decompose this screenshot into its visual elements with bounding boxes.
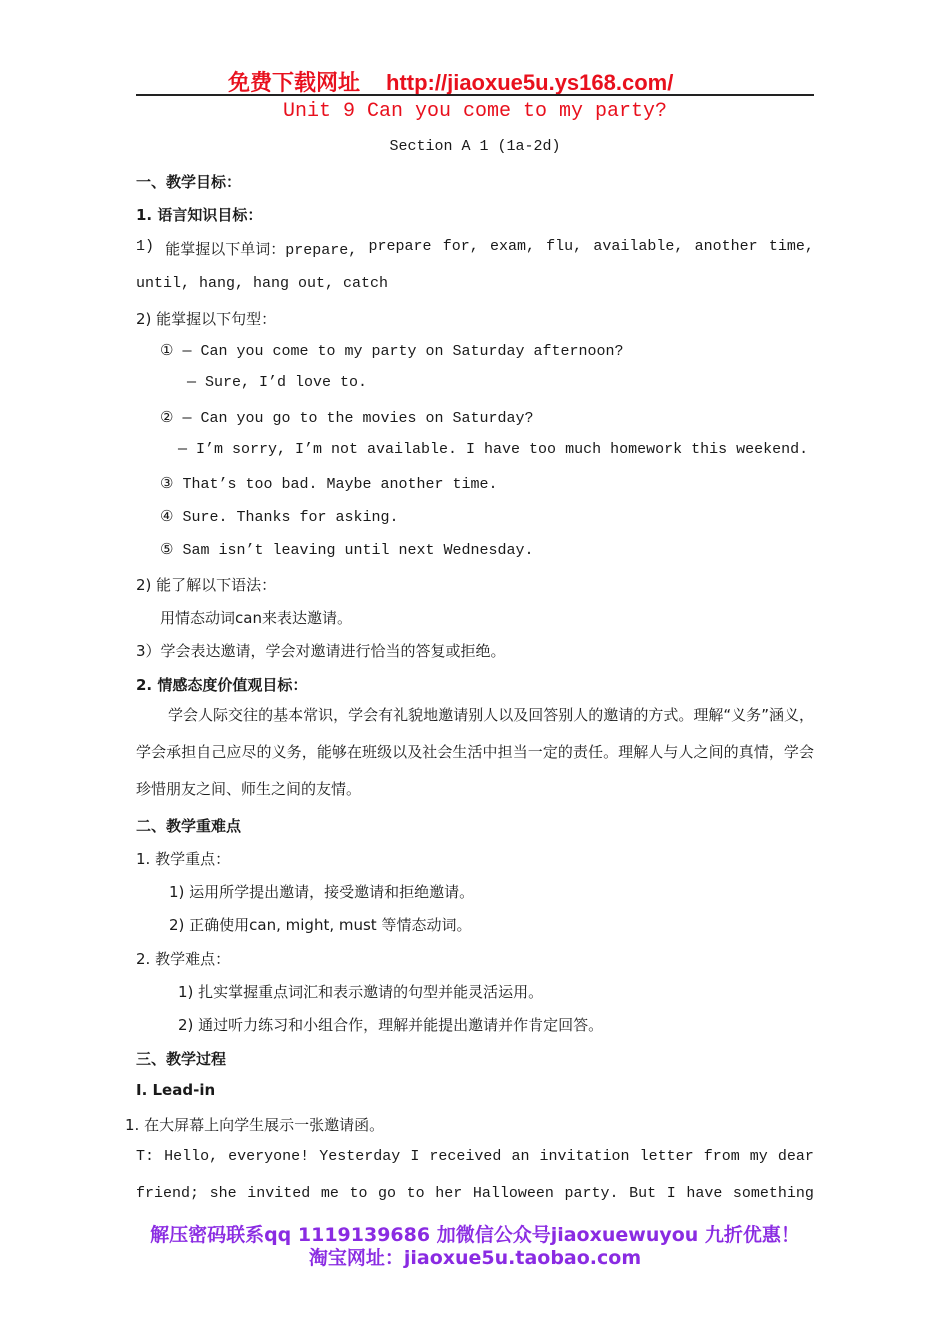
word: T: [136,1148,155,1165]
sentence-1a: ① — Can you come to my party on Saturday afternoon? [160,343,624,360]
section2-heading: 二、教学重难点 [136,817,242,835]
word: invited [247,1185,311,1202]
word: time, [768,238,814,255]
word: friend; [136,1185,200,1202]
word: have [686,1185,723,1202]
word: 1) [136,238,155,255]
grammar-intro: 2) 能了解以下语法： [136,576,277,594]
word: for, [442,238,479,255]
word: exam, [489,238,535,255]
goal-point-3: 3）学会表达邀请，学会对邀请进行恰当的答复或拒绝。 [136,642,506,660]
section-subtitle: Section A 1 (1a-2d) [389,138,561,155]
header-url[interactable]: http://jiaoxue5u.ys168.com/ [386,70,674,95]
word: available, [593,238,684,255]
word: letter [639,1148,694,1165]
section1-heading: 一、教学目标： [136,173,242,191]
header-rule [136,94,814,96]
values-paragraph: 学会人际交往的基本常识，学会有礼貌地邀请别人以及回答别人的邀请的方式。理解“义务”涵义，学会承担自己应尽的义务，能够在班级以及社会生活中担当一定的责任。理解人与人之间的真情，学会珍惜朋友之间、师生之间的友情。 [136,706,814,798]
sentence-1b: — Sure, I’d love to. [187,374,368,391]
focus-heading: 1. 教学重点： [136,850,231,868]
word: me [320,1185,339,1202]
word: invitation [539,1148,630,1165]
word: her [435,1185,463,1202]
word: my [749,1148,768,1165]
sentence-5: ⑤ Sam isn’t leaving until next Wednesday. [160,542,534,559]
word: something [732,1185,814,1202]
words-line-1 [136,238,814,259]
word: Hello, [164,1148,219,1165]
dialogue-line-2 [136,1185,814,1202]
lead-in-heading: Ⅰ. Lead-in [136,1081,216,1099]
word: everyone! [228,1148,310,1165]
word: go [378,1185,397,1202]
sentences-intro: 2) 能掌握以下句型： [136,310,277,328]
difficulty-heading: 2. 教学难点： [136,950,231,968]
word: from [703,1148,740,1165]
sentence-4: ④ Sure. Thanks for asking. [160,509,399,526]
page-title: Unit 9 Can you come to my party? [282,100,668,123]
word: another [694,238,758,255]
header-label: 免费下载网址 [228,71,361,96]
footer-contact: 解压密码联系qq 1119139686 加微信公众号jiaoxuewuyou 九折优惠！ [150,1224,800,1246]
sentence-2a: ② — Can you go to the movies on Saturday? [160,410,534,427]
section3-heading: 三、教学过程 [136,1050,227,1068]
focus-item-2: 2) 正确使用can, might, must 等情态动词。 [169,916,472,934]
word: an [511,1148,530,1165]
word: to [349,1185,368,1202]
word: flu, [546,238,583,255]
word: she [209,1185,237,1202]
grammar-text: 用情态动词can来表达邀请。 [160,609,352,627]
word: I [410,1148,420,1165]
difficulty-item-2: 2) 通过听力练习和小组合作，理解并能提出邀请并作肯定回答。 [178,1016,604,1034]
sentence-2b: — I’m sorry, I’m not available. I have too much homework this weekend. [178,441,809,458]
word: Halloween [472,1185,554,1202]
dialogue-line-1 [136,1148,814,1165]
difficulty-item-1: 1) 扎实掌握重点词汇和表示邀请的句型并能灵活运用。 [178,983,544,1001]
footer-shop-url[interactable]: 淘宝网址：jiaoxue5u.taobao.com [308,1247,642,1269]
word: 能掌握以下单词：prepare, [165,242,358,259]
word: But [629,1185,657,1202]
words-line-2: until, hang, hang out, catch [136,275,389,292]
word: party. [564,1185,619,1202]
word: Yesterday [319,1148,401,1165]
lead-in-step-1: 1. 在大屏幕上向学生展示一张邀请函。 [125,1116,385,1134]
header [228,66,673,97]
word: received [429,1148,502,1165]
word: dear [777,1148,814,1165]
focus-item-1: 1) 运用所学提出邀请，接受邀请和拒绝邀请。 [169,883,475,901]
word: I [666,1185,676,1202]
sentence-3: ③ That’s too bad. Maybe another time. [160,476,498,493]
values-goals-heading: 2. 情感态度价值观目标： [136,676,308,694]
word: to [406,1185,425,1202]
word: prepare [368,238,432,255]
language-goals-heading: 1. 语言知识目标： [136,206,263,224]
